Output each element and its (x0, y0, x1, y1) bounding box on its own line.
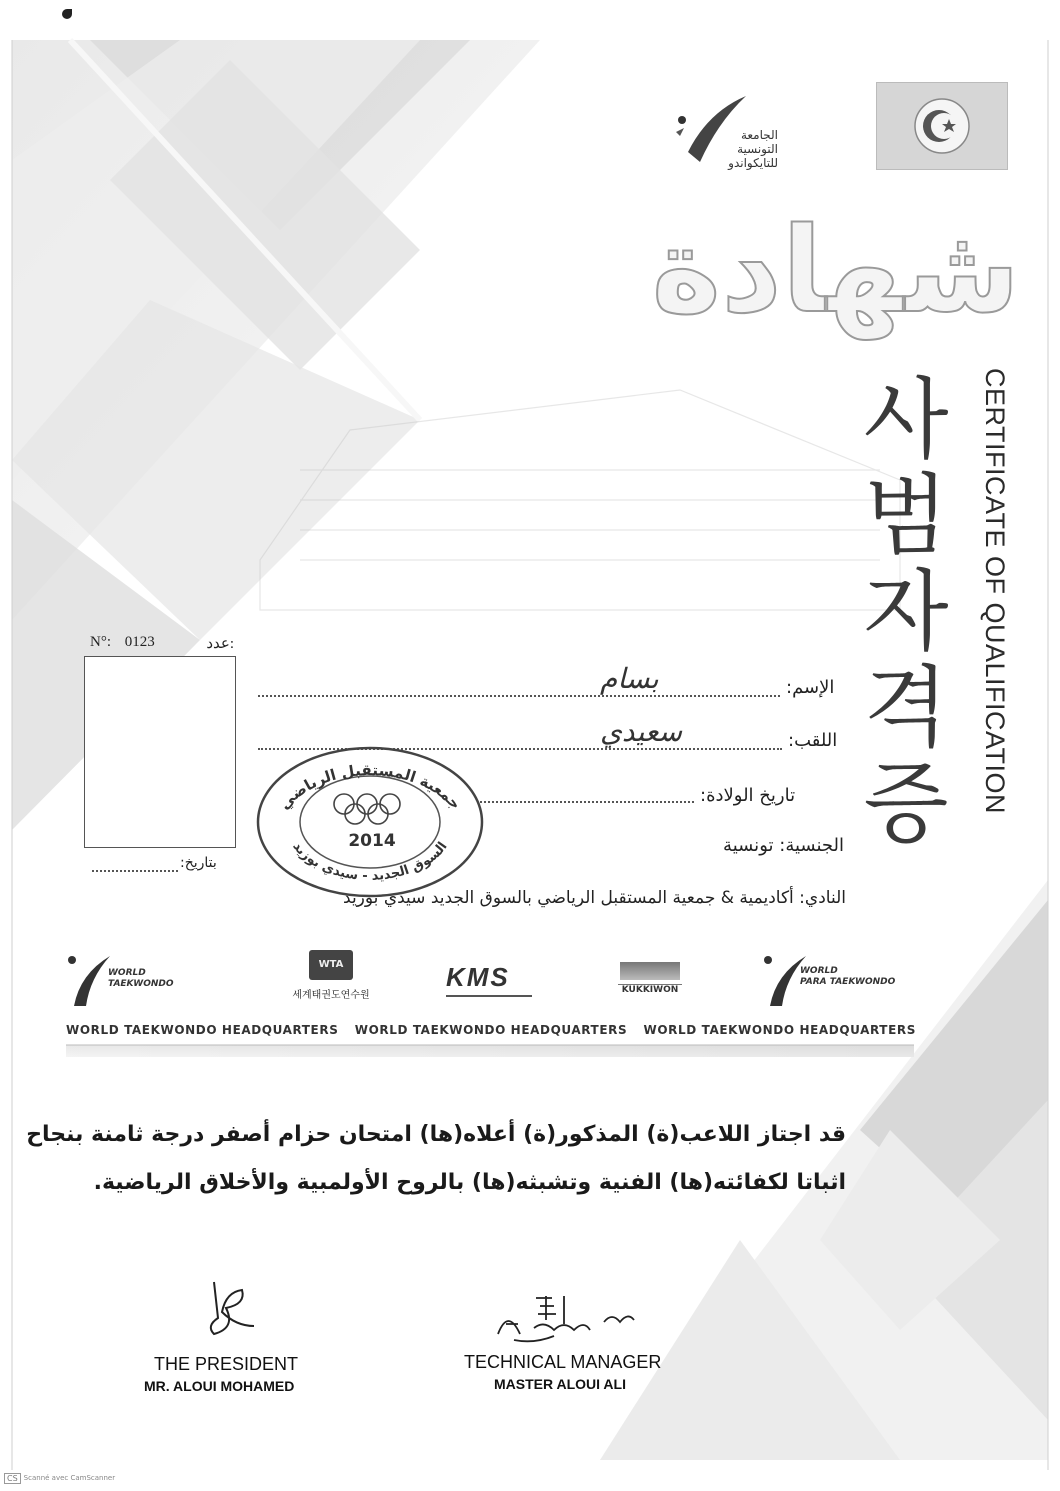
scanner-watermark (4, 1470, 115, 1486)
kukkiwon-text: KUKKIWON (618, 984, 682, 995)
scanner-badge: CS (4, 1473, 21, 1484)
corner-mark (62, 9, 72, 19)
issue-date-line (92, 870, 178, 872)
kms-text: KMS (446, 962, 510, 992)
birth-date-line (480, 801, 694, 803)
title-english: CERTIFICATE OF QUALIFICATION (980, 368, 1010, 815)
nationality-label: الجنسية: (779, 835, 844, 856)
club-stamp (252, 740, 488, 900)
title-korean-char: 자 (863, 560, 949, 663)
number-label-fr: N°: (90, 634, 111, 650)
title-korean-char: 범 (863, 464, 949, 567)
world-para-line: PARA TAEKWONDO (800, 977, 896, 987)
president-title: THE PRESIDENT (154, 1354, 299, 1374)
number-label-ar: عدد: (206, 636, 234, 652)
federation-logo (668, 92, 788, 182)
title-arabic: شهادة (651, 201, 1020, 339)
manager-title: TECHNICAL MANAGER (464, 1352, 662, 1372)
body-text-line-2: اثباتا لكفائته(ها) الفنية وتشبثه(ها) بالروح الأولمبية والأخلاق الرياضية. (93, 1170, 846, 1195)
world-taekwondo-line: TAEKWONDO (108, 979, 174, 989)
number-value: 0123 (124, 634, 155, 650)
club-label: النادي: (799, 888, 846, 908)
nationality-field (676, 835, 844, 856)
scanner-text: Scanné avec CamScanner (23, 1474, 116, 1482)
logo-kms (446, 962, 536, 1002)
surname-label: اللقب: (788, 730, 838, 751)
federation-name (720, 128, 778, 170)
title-korean-char: 격 (863, 656, 949, 759)
nationality-value: تونسية (723, 835, 774, 856)
name-line (258, 695, 780, 697)
stamp-bottom-text: السوق الجديد - سيدي بوزيد (289, 839, 451, 884)
hq-line (66, 1023, 916, 1037)
world-taekwondo-icon (64, 952, 112, 1008)
wta-badge: WTA (309, 950, 353, 980)
logo-world-taekwondo (64, 952, 204, 1012)
federation-name-line: الجامعة (740, 128, 778, 142)
president-signature-icon (196, 1278, 266, 1348)
federation-name-line: للتايكواندو (728, 156, 778, 170)
olympic-rings-icon (334, 794, 400, 824)
kms-underline (446, 995, 532, 997)
logo-world-para-taekwondo (760, 952, 930, 1012)
logo-wta (286, 950, 376, 1012)
stamp-top-text: جمعية المستقبل الرياضي (275, 761, 465, 814)
world-taekwondo-line: WORLD (108, 968, 146, 978)
name-value: بسام (600, 662, 659, 695)
stamp-year: 2014 (348, 831, 396, 851)
photo-box (84, 656, 236, 848)
manager-name: MASTER ALOUI ALI (494, 1376, 626, 1392)
hq-text: WORLD TAEKWONDO HEADQUARTERS (66, 1023, 339, 1037)
body-text-line-1: قد اجتاز اللاعب(ة) المذكور(ة) أعلاه(ها) امتحان حزام أصفر درجة ثامنة بنجاح (26, 1122, 846, 1147)
club-value: أكاديمية & جمعية المستقبل الرياضي بالسوق الجديد سيدي بوزيد (343, 888, 794, 908)
hq-text: WORLD TAEKWONDO HEADQUARTERS (643, 1023, 916, 1037)
certificate-number (90, 634, 234, 651)
surname-value: سعيدي (600, 715, 683, 748)
hq-text: WORLD TAEKWONDO HEADQUARTERS (354, 1023, 628, 1037)
birth-date-label: تاريخ الولادة: (700, 785, 796, 806)
manager-signature-icon (494, 1290, 644, 1350)
tunisia-flag-icon (876, 82, 1008, 170)
world-para-line: WORLD (800, 966, 838, 976)
president-name: MR. ALOUI MOHAMED (144, 1378, 295, 1394)
title-korean (846, 368, 966, 855)
logo-kukkiwon (618, 962, 682, 1002)
issue-date-label: بتاريخ: (180, 855, 217, 871)
title-korean-char: 증 (863, 752, 949, 855)
title-korean-char: 사 (863, 368, 949, 471)
federation-name-line: التونسية (737, 142, 778, 156)
name-label: الإسم: (786, 677, 835, 698)
wta-korean-text: 세계태권도연수원 (292, 990, 370, 1001)
kukkiwon-building-icon (620, 962, 680, 980)
